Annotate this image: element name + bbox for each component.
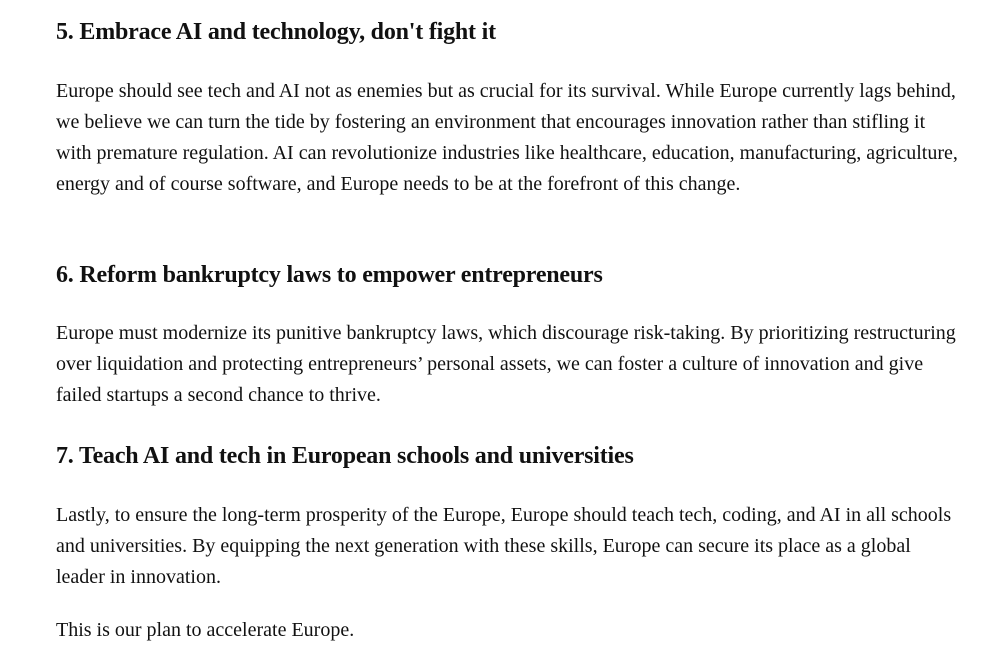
section-body-7: Lastly, to ensure the long-term prosperity of the Europe, Europe should teach tech, coding, and AI in all schools and universities. By equipping the next generation with these skills, Europe can secure its place as a global leader in innovation. [56,504,952,588]
section-heading-5: 5. Embrace AI and technology, don't fight it [56,19,496,45]
section-heading-7: 7. Teach AI and tech in European schools and universities [56,443,634,469]
section-heading-6: 6. Reform bankruptcy laws to empower entrepreneurs [56,262,603,288]
closing-paragraph: This is our plan to accelerate Europe. [56,619,355,641]
section-body-6: Europe must modernize its punitive bankruptcy laws, which discourage risk-taking. By prioritizing restructuring over liquidation and protecting entrepreneurs’ personal assets, we can foster a culture of innovation and give failed startups a second chance to thrive. [56,322,956,406]
section-body-5: Europe should see tech and AI not as enemies but as crucial for its survival. While Europe currently lags behind, we believe we can turn the tide by fostering an environment that encourages innovation rather than stifling it with premature regulation. AI can revolutionize industries like healthcare, education, manufacturing, agriculture, energy and of course software, and Europe needs to be at the forefront of this change. [56,80,958,195]
